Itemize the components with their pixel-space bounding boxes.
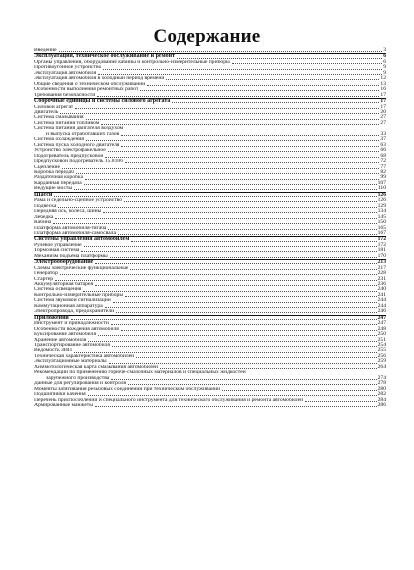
dot-leader bbox=[172, 102, 379, 103]
toc-entry-title: Двигатель bbox=[34, 109, 59, 115]
dot-leader bbox=[125, 296, 377, 297]
toc-entry-title: Аккумуляторная батарея bbox=[34, 282, 94, 288]
toc-entry-title: Органы управления, оборудование кабины и контрольно-измерительные приборы bbox=[34, 59, 230, 65]
dot-leader bbox=[55, 280, 377, 281]
toc-entry-title: Буксирование автомобиля bbox=[34, 332, 97, 338]
toc-page-number: 172 bbox=[377, 241, 386, 248]
dot-leader bbox=[131, 241, 376, 242]
dot-leader bbox=[121, 330, 377, 331]
toc-page-number: 246 bbox=[377, 308, 386, 315]
page-title: Содержание bbox=[153, 26, 261, 47]
dot-leader bbox=[140, 90, 379, 91]
toc-page-number: 72 bbox=[380, 158, 386, 165]
dot-leader bbox=[95, 285, 377, 286]
dot-leader bbox=[101, 124, 379, 125]
toc-page-number: 9 bbox=[383, 64, 386, 71]
dot-leader bbox=[53, 223, 376, 224]
toc-page-number: 27 bbox=[380, 119, 386, 126]
dot-leader bbox=[105, 307, 377, 308]
toc-page-number: 250 bbox=[377, 331, 386, 338]
toc-entry-title: Приложения bbox=[34, 315, 69, 321]
toc-page-number: 167 bbox=[377, 229, 386, 236]
toc-page-number: 77 bbox=[380, 163, 386, 170]
toc-entry-title: Тормозная система bbox=[34, 248, 80, 254]
toc-entry-title: Электропровода, предохранители bbox=[34, 309, 115, 315]
toc-entry-title: Электрооборудование bbox=[34, 260, 94, 266]
toc-entry-title: Противоугонное устройство bbox=[34, 65, 102, 71]
toc-page-number: 145 bbox=[377, 213, 386, 220]
toc-page-number: 280 bbox=[377, 385, 386, 392]
dot-leader bbox=[222, 390, 377, 391]
toc-entry-title: Коммутационная аппаратура bbox=[34, 303, 103, 309]
toc-page-number: 82 bbox=[380, 168, 386, 175]
dot-leader bbox=[88, 341, 376, 342]
toc-page-number: 16 bbox=[380, 86, 386, 93]
toc-entry-title: Системы управления автомобилем bbox=[34, 237, 130, 243]
toc-entry-title: Общие сведения о техническом обслуживании bbox=[34, 81, 146, 87]
toc-entry-title: Эксплуатационные материалы bbox=[34, 359, 107, 365]
toc-entry-title: Система освещения bbox=[34, 287, 82, 293]
toc-page-number: 134 bbox=[377, 208, 386, 215]
toc-page-number: 256 bbox=[377, 352, 386, 359]
dot-leader bbox=[71, 319, 377, 320]
toc-page-number: 172 bbox=[377, 236, 386, 243]
toc-entry-title: Хранение автомобиля bbox=[34, 337, 87, 343]
dot-leader bbox=[95, 263, 376, 264]
dot-leader bbox=[166, 79, 379, 80]
dot-leader bbox=[125, 162, 379, 163]
toc-entry-title: Сборочные единицы и системы силового агрегата bbox=[34, 99, 171, 105]
toc-entry-title: Особенности вождения автомобиля bbox=[34, 326, 119, 332]
toc-page-number: 241 bbox=[377, 291, 386, 298]
dot-leader bbox=[136, 357, 376, 358]
dot-leader bbox=[305, 401, 377, 402]
toc-entry-title: Устройство электрофакельное bbox=[34, 148, 106, 154]
toc-page-number: 20 bbox=[380, 108, 386, 115]
dot-leader bbox=[160, 368, 377, 369]
toc-entry-title: Инструмент и принадлежности bbox=[34, 321, 109, 327]
dot-leader bbox=[98, 74, 382, 75]
toc-entry-title: Контрольно-измерительные приборы bbox=[34, 292, 124, 298]
toc-entry-title: Эксплуатация, техническое обслуживание и ремонт bbox=[34, 54, 175, 60]
toc-entry-title: Система пуска холодного двигателя bbox=[34, 142, 120, 148]
toc-entry-title: Кабина bbox=[34, 220, 52, 226]
toc-page-number: 110 bbox=[377, 185, 386, 192]
toc-page-number: 12 bbox=[380, 75, 386, 82]
toc-page-number: 248 bbox=[377, 325, 386, 332]
dot-leader bbox=[62, 168, 379, 169]
toc-entry-title: зарубежного производства bbox=[46, 375, 110, 381]
dot-leader bbox=[105, 157, 379, 158]
dot-leader bbox=[111, 379, 376, 380]
toc-entry-title: Генератор bbox=[34, 271, 58, 277]
toc-page-number: 213 bbox=[377, 259, 386, 266]
dot-leader bbox=[109, 363, 377, 364]
toc-entry-title: Система питания двигателя воздухом bbox=[34, 126, 124, 132]
toc-entry-title: Механизм подъема платформы bbox=[34, 253, 108, 259]
toc-page-number: 247 bbox=[377, 320, 386, 327]
toc-page-number: 66 bbox=[380, 147, 386, 154]
toc-entry-title: Платформа автомобиля-самосвала bbox=[34, 230, 116, 236]
toc-page-number: 165 bbox=[377, 224, 386, 231]
toc-page-number: 99 bbox=[380, 174, 386, 181]
toc-page-number: 17 bbox=[380, 103, 386, 110]
dot-leader bbox=[54, 196, 376, 197]
toc-entry-title: Рама и седельно-сцепное устройство bbox=[34, 198, 123, 204]
toc-entry-title: Рулевое управление bbox=[34, 242, 82, 248]
toc-page-number: 240 bbox=[377, 286, 386, 293]
dot-leader bbox=[59, 51, 383, 52]
toc-entry-title: Техническая характеристика автомобилей bbox=[34, 353, 135, 359]
toc-entry-title: Эксплуатация автомобиля в холодный период времени bbox=[34, 76, 165, 82]
dot-leader bbox=[103, 212, 376, 213]
dot-leader bbox=[88, 395, 377, 396]
toc-entry-title: Особенности выполнения ремонтных работ bbox=[34, 87, 139, 93]
toc-entry-title: Подшипники качения bbox=[34, 392, 86, 398]
toc-page-number: 13 bbox=[380, 80, 386, 87]
dot-leader bbox=[74, 189, 377, 190]
dot-leader bbox=[110, 257, 377, 258]
toc-page-number: 244 bbox=[377, 302, 386, 309]
toc-entry-title: Перечень приспособлений и специального инструмента для технического обслуживания и ремонта автомобилей bbox=[34, 397, 304, 403]
toc-entry-title: Моменты затягивания резьбовых соединений при техническом обслуживании bbox=[34, 386, 221, 392]
toc-page-number: 63 bbox=[380, 141, 386, 148]
toc-entry-title: и выпуска отработавших газов bbox=[46, 131, 120, 137]
toc-entry-title: Передняя ось, колеса, шины bbox=[34, 209, 102, 215]
toc-page-number: 3 bbox=[383, 47, 386, 53]
toc-page-number: 9 bbox=[383, 69, 386, 76]
toc-entry-title: Система смазывания bbox=[34, 115, 84, 121]
toc-page-number: 236 bbox=[377, 281, 386, 288]
toc-entry-title: Ведомость ЗИП bbox=[34, 348, 72, 354]
dot-leader bbox=[177, 58, 382, 59]
toc-entry-title: Эксплуатация автомобиля bbox=[34, 70, 97, 76]
toc-page-number: 251 bbox=[377, 336, 386, 343]
dot-leader bbox=[86, 119, 380, 120]
dot-leader bbox=[58, 207, 376, 208]
toc-entry-title: Предпусковой подогреватель 15.8106 bbox=[34, 159, 123, 165]
toc-page-number: 217 bbox=[377, 264, 386, 271]
toc-entry-title: Сцепление bbox=[34, 164, 60, 170]
toc-page-number: 107 bbox=[377, 179, 386, 186]
toc-page-number: 68 bbox=[380, 152, 386, 159]
dot-leader bbox=[55, 218, 376, 219]
dot-leader bbox=[128, 384, 377, 385]
dot-leader bbox=[95, 406, 377, 407]
dot-leader bbox=[85, 179, 379, 180]
toc-page-number: 6 bbox=[383, 58, 386, 65]
toc-entry-title: Платформа автомобиля-тягача bbox=[34, 225, 107, 231]
toc-page-number: 33 bbox=[380, 130, 386, 137]
dot-leader bbox=[147, 85, 379, 86]
toc-entry-title: Армированные манжеты bbox=[34, 403, 94, 408]
toc-entry-title: Ведущие мосты bbox=[34, 186, 73, 192]
dot-leader bbox=[76, 173, 380, 174]
toc-entry-title: Стартер bbox=[34, 276, 54, 282]
dot-leader bbox=[97, 96, 379, 97]
dot-leader bbox=[84, 184, 377, 185]
dot-leader bbox=[116, 312, 377, 313]
dot-leader bbox=[103, 69, 382, 70]
toc-page-number: 6 bbox=[383, 53, 386, 60]
toc-entry-title: Система питания топливом bbox=[34, 120, 100, 126]
toc-entry bbox=[34, 403, 386, 408]
dot-leader bbox=[112, 346, 377, 347]
dot-leader bbox=[60, 274, 377, 275]
toc-page-number: 254 bbox=[377, 342, 386, 349]
dot-leader bbox=[83, 291, 376, 292]
dot-leader bbox=[121, 135, 379, 136]
toc-page-number: 274 bbox=[377, 374, 386, 381]
dot-leader bbox=[108, 229, 376, 230]
toc-page-number: 278 bbox=[377, 380, 386, 387]
toc-entry-title: Схемы электрические функциональные bbox=[34, 265, 129, 271]
toc-page-number: 17 bbox=[380, 91, 386, 98]
toc-entry-title: Рекомендации по применению горюче-смазочных материалов и специальных жидкостей bbox=[34, 370, 246, 376]
toc-entry-title: Данные для регулирования и контроля bbox=[34, 381, 127, 387]
toc-page-number: 284 bbox=[377, 396, 386, 403]
toc-entry-title: Система охлаждения bbox=[34, 137, 84, 143]
toc-page-number: 255 bbox=[377, 347, 386, 354]
toc-page-number: 126 bbox=[377, 191, 386, 198]
dot-leader bbox=[75, 108, 379, 109]
dot-leader bbox=[121, 146, 379, 147]
dot-leader bbox=[84, 246, 377, 247]
toc-entry-title: Силовой агрегат bbox=[34, 104, 74, 110]
toc-page-number: 247 bbox=[377, 314, 386, 321]
toc-page-number: 282 bbox=[377, 391, 386, 398]
dot-leader bbox=[130, 269, 376, 270]
toc-entry-title: Подогреватель предпусковой bbox=[34, 153, 104, 159]
toc-entry-title: Шасси bbox=[34, 192, 53, 198]
toc-entry-title: Подвеска bbox=[34, 203, 57, 209]
toc-page-number: 231 bbox=[377, 275, 386, 282]
toc-page-number: 150 bbox=[377, 219, 386, 226]
dot-leader bbox=[86, 140, 379, 141]
toc-page-number: 244 bbox=[377, 297, 386, 304]
toc-page-number: 129 bbox=[377, 202, 386, 209]
toc-page-number: 37 bbox=[380, 136, 386, 143]
dot-leader bbox=[232, 63, 382, 64]
dot-leader bbox=[113, 302, 377, 303]
dot-leader bbox=[98, 335, 377, 336]
toc-entry-title: Карданная передача bbox=[34, 180, 82, 186]
toc-page-number: 264 bbox=[377, 363, 386, 370]
dot-leader bbox=[124, 201, 377, 202]
toc-page-number: 286 bbox=[377, 402, 386, 408]
dot-leader bbox=[81, 251, 376, 252]
toc-entry-title: Лебедка bbox=[34, 214, 54, 220]
toc-page-number: 17 bbox=[380, 98, 386, 105]
dot-leader bbox=[60, 113, 379, 114]
dot-leader bbox=[108, 151, 380, 152]
toc-entry-title: Транспортирование автомобиля bbox=[34, 343, 111, 349]
toc-page-number: 181 bbox=[377, 247, 386, 254]
toc-entry-title: Требования безопасности bbox=[34, 92, 96, 98]
dot-leader bbox=[74, 352, 377, 353]
toc-entry-title: Химмотологическая карта смазывания автомобилей bbox=[34, 364, 158, 370]
toc-page-number: 228 bbox=[377, 270, 386, 277]
toc-page-number: 259 bbox=[377, 358, 386, 365]
table-of-contents bbox=[34, 48, 386, 408]
dot-leader bbox=[111, 324, 377, 325]
toc-entry-title: Система звуковой сигнализации bbox=[34, 298, 111, 304]
toc-entry-title: Введение bbox=[34, 48, 57, 53]
toc-page-number: 27 bbox=[380, 114, 386, 121]
dot-leader bbox=[118, 234, 377, 235]
toc-entry-title: Раздаточная коробка bbox=[34, 175, 83, 181]
toc-entry-title: Коробка передач bbox=[34, 169, 74, 175]
toc-page-number: 126 bbox=[377, 197, 386, 204]
toc-page-number: 170 bbox=[377, 252, 386, 259]
